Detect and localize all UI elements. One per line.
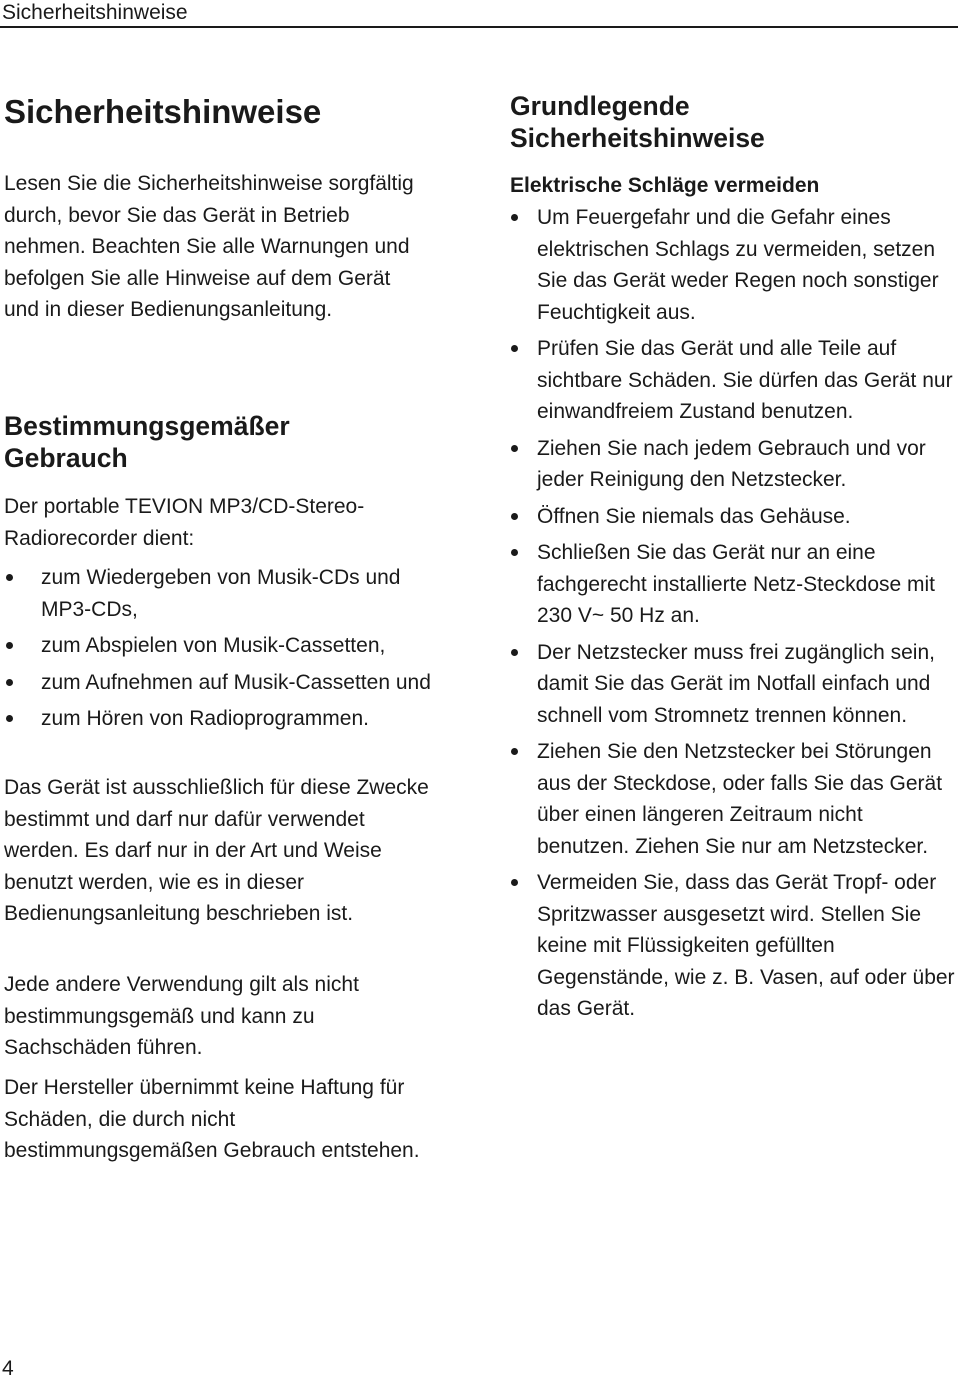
bullet-icon [511, 748, 518, 755]
bullet-icon [511, 549, 518, 556]
list-item: Ziehen Sie nach jedem Gebrauch und vor jeder Reinigung den Netzstecker. [510, 433, 958, 496]
misuse-paragraph: Jede andere Verwendung gilt als nicht bestimmungsgemäß und kann zu Sachschäden führen. [4, 973, 359, 1059]
section-title-intended-use: Bestimmungsgemäßer Gebrauch [4, 411, 290, 473]
list-item: Öffnen Sie niemals das Gehäuse. [510, 501, 958, 533]
list-item: zum Aufnehmen auf Musik-Cassetten und [4, 667, 449, 699]
running-header-title: Sicherheitshinweise [2, 1, 188, 24]
bullet-icon [6, 679, 13, 686]
list-item: zum Hören von Radioprogrammen. [4, 703, 449, 735]
safety-list [510, 202, 958, 1030]
header-divider [0, 26, 958, 28]
bullet-icon [6, 642, 13, 649]
intro-paragraph: Lesen Sie die Sicherheitshinweise sorgfältig durch, bevor Sie das Gerät in Betrieb nehmen. Beachten Sie alle Warnungen und befolgen Sie alle Hinweise auf dem Gerät und in dieser Bedienungsanleitung. [4, 172, 414, 321]
usage-restriction-paragraph: Das Gerät ist ausschließlich für diese Zwecke bestimmt und darf nur dafür verwendet werden. Es darf nur in der Art und Weise benutzt werden, wie es in dieser Bedienungsanleitung beschrieben ist. [4, 776, 429, 925]
list-item: Schließen Sie das Gerät nur an eine fachgerecht installierte Netz-Steckdose mit 230 V~ 50 Hz an. [510, 537, 958, 632]
intended-use-intro: Der portable TEVION MP3/CD-Stereo-Radiorecorder dient: [4, 495, 365, 550]
bullet-icon [511, 649, 518, 656]
page-title: Sicherheitshinweise [4, 93, 322, 130]
intended-use-list [4, 562, 449, 740]
bullet-icon [511, 445, 518, 452]
liability-paragraph: Der Hersteller übernimmt keine Haftung für Schäden, die durch nicht bestimmungsgemäßen Gebrauch entstehen. [4, 1076, 420, 1162]
list-item: Ziehen Sie den Netzstecker bei Störungen aus der Steckdose, oder falls Sie das Gerät über einen längeren Zeitraum nicht benutzen. Ziehen Sie nur am Netzstecker. [510, 736, 958, 862]
list-item: zum Wiedergeben von Musik-CDs und MP3-CDs, [4, 562, 449, 625]
bullet-icon [511, 513, 518, 520]
bullet-icon [511, 214, 518, 221]
bullet-icon [6, 574, 13, 581]
bullet-icon [511, 345, 518, 352]
list-item: zum Abspielen von Musik-Cassetten, [4, 630, 449, 662]
subsection-title-electric-shock: Elektrische Schläge vermeiden [510, 174, 820, 197]
list-item: Vermeiden Sie, dass das Gerät Tropf- oder Spritzwasser ausgesetzt wird. Stellen Sie keine mit Flüssigkeiten gefüllten Gegenstände, wie z. B. Vasen, auf oder über das Gerät. [510, 867, 958, 1025]
list-item: Prüfen Sie das Gerät und alle Teile auf sichtbare Schäden. Sie dürfen das Gerät nur einwandfreiem Zustand benutzen. [510, 333, 958, 428]
bullet-icon [511, 879, 518, 886]
list-item: Um Feuergefahr und die Gefahr eines elektrischen Schlags zu vermeiden, setzen Sie das Gerät weder Regen noch sonstiger Feuchtigkeit aus. [510, 202, 958, 328]
page-number: 4 [2, 1357, 14, 1380]
section-title-basic-safety: Grundlegende Sicherheitshinweise [510, 91, 765, 153]
list-item: Der Netzstecker muss frei zugänglich sein, damit Sie das Gerät im Notfall einfach und schnell vom Stromnetz trennen können. [510, 637, 958, 732]
bullet-icon [6, 715, 13, 722]
